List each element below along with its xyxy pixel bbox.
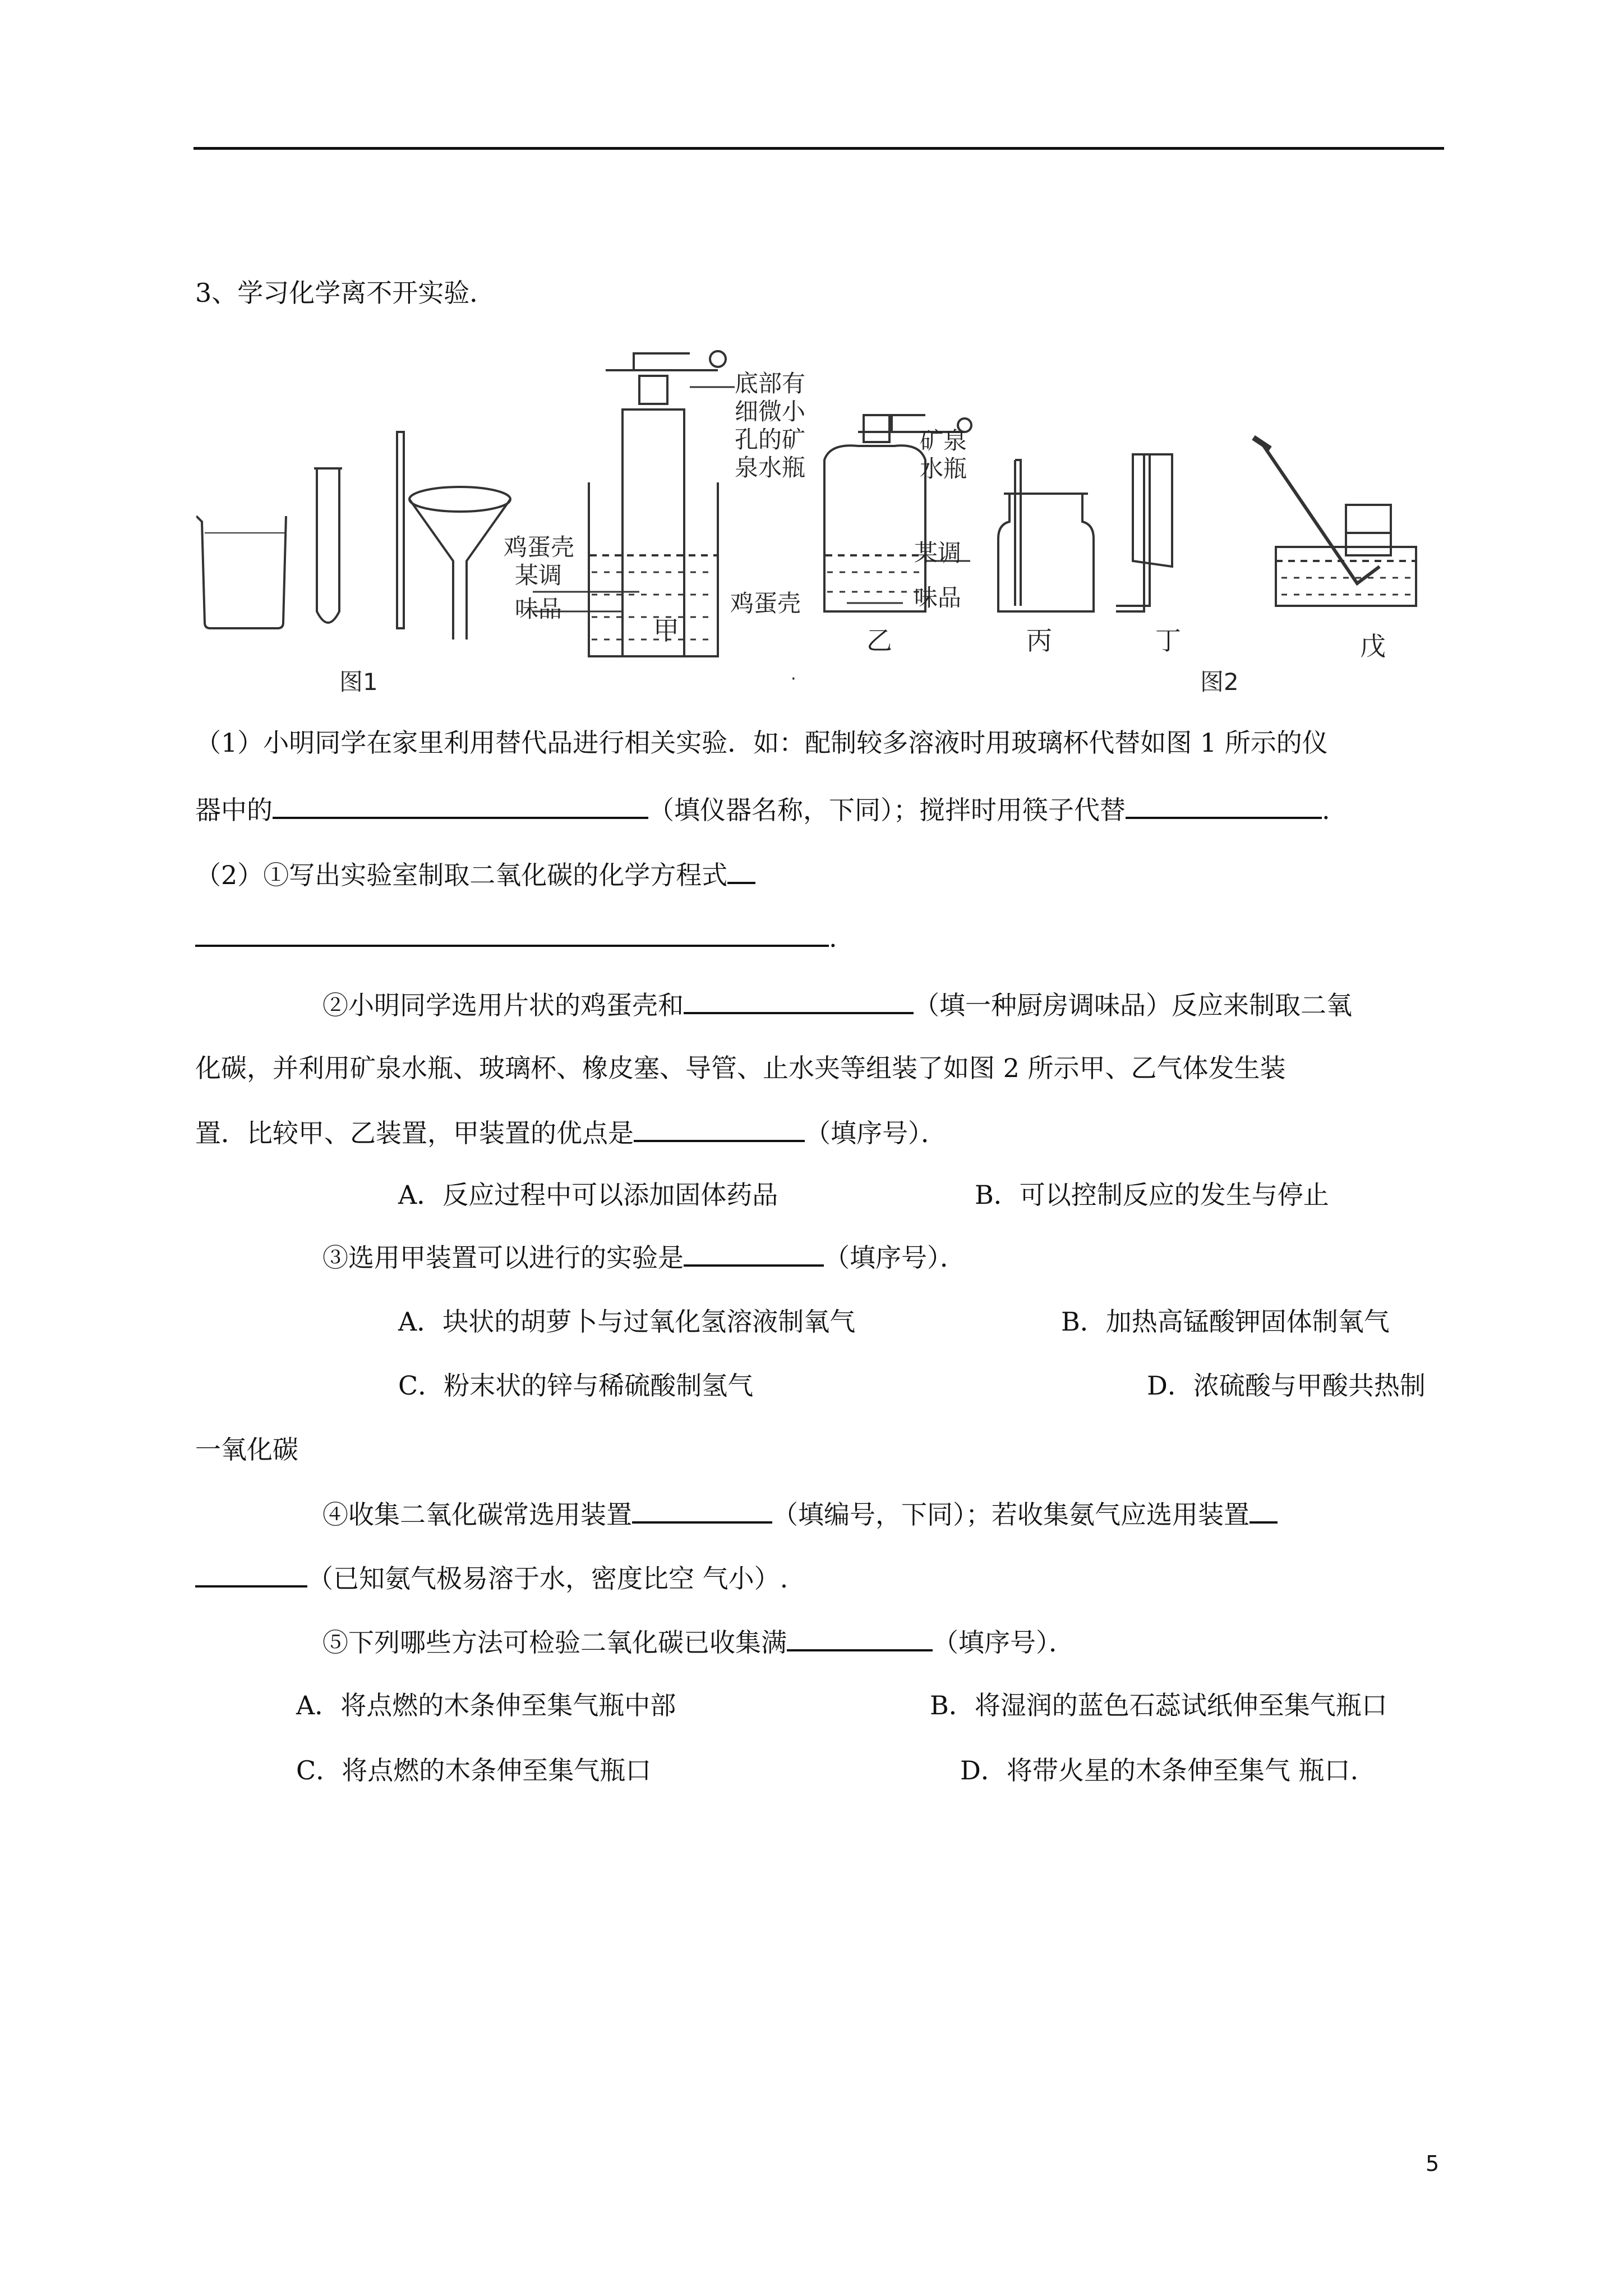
- bing-label: 丙: [1026, 625, 1052, 656]
- p5-option-a: A．将点燃的木条伸至集气瓶中部: [296, 1690, 676, 1720]
- p3-line-a: ③选用甲装置可以进行的实验是 （填序号）．: [322, 1240, 966, 1274]
- p2-line-e: 置．比较甲、乙装置，甲装置的优点是 （填序号）．: [195, 1115, 947, 1150]
- apparatus-jia: [533, 351, 735, 656]
- svg-text:细微小: 细微小: [735, 398, 806, 425]
- blank-advantage[interactable]: [634, 1115, 805, 1142]
- blank-experiment[interactable]: [684, 1240, 824, 1267]
- glass-rod-icon: [397, 432, 404, 628]
- p2-option-a: A．反应过程中可以添加固体药品: [398, 1180, 778, 1210]
- p3-option-a: A．块状的胡萝卜与过氧化氢溶液制氧气: [398, 1306, 856, 1337]
- p2-line-b: .: [195, 920, 837, 955]
- test-tube-icon: [314, 468, 342, 623]
- p3-option-d: D．浓硫酸与甲酸共热制: [1147, 1370, 1426, 1401]
- p2-option-b: B．可以控制反应的发生与停止: [975, 1180, 1329, 1210]
- svg-text:鸡蛋壳: 鸡蛋壳: [504, 533, 575, 561]
- blank-nh3-device-start[interactable]: [1249, 1497, 1278, 1524]
- svg-text:某调: 某调: [515, 562, 562, 589]
- blank-seasoning[interactable]: [684, 987, 914, 1014]
- jia-label: 甲: [653, 615, 679, 646]
- figure-dot: ·: [791, 669, 796, 689]
- p2-line-a: （2）①写出实验室制取二氧化碳的化学方程式: [195, 857, 755, 892]
- funnel-icon: [409, 487, 510, 639]
- p1-line-a: （1）小明同学在家里利用替代品进行相关实验．如：配制较多溶液时用玻璃杯代替如图 1 所示的仪: [195, 728, 1328, 758]
- fig2-caption: 图2: [1200, 668, 1239, 696]
- blank-co2-device[interactable]: [632, 1497, 772, 1524]
- beaker-icon: [196, 516, 286, 628]
- p5-option-d: D．将带火星的木条伸至集气 瓶口.: [960, 1755, 1359, 1786]
- blank-nh3-device[interactable]: [195, 1561, 307, 1588]
- svg-text:味品: 味品: [914, 584, 962, 611]
- svg-text:底部有: 底部有: [735, 370, 806, 397]
- blank-stirrer[interactable]: [1126, 792, 1322, 819]
- svg-text:孔的矿: 孔的矿: [735, 426, 806, 453]
- svg-text:味品: 味品: [515, 595, 562, 623]
- p5-line-a: ⑤下列哪些方法可检验二氧化碳已收集满 （填序号）．: [322, 1625, 1075, 1659]
- p5-option-c: C．将点燃的木条伸至集气瓶口: [296, 1755, 652, 1786]
- header-rule: [193, 147, 1444, 150]
- apparatus-ding: [1116, 454, 1172, 611]
- blank-equation[interactable]: [195, 920, 829, 947]
- p2-line-d: 化碳，并利用矿泉水瓶、玻璃杯、橡皮塞、导管、止水夹等组装了如图 2 所示甲、乙气体发生装: [195, 1053, 1286, 1083]
- blank-instrument[interactable]: [273, 792, 648, 819]
- apparatus-bing: [998, 460, 1094, 611]
- question-heading: 3、学习化学离不开实验．: [195, 278, 496, 308]
- blank-equation-start[interactable]: [727, 857, 755, 884]
- svg-text:矿泉: 矿泉: [920, 427, 967, 454]
- svg-text:泉水瓶: 泉水瓶: [735, 454, 806, 481]
- p3-option-c: C．粉末状的锌与稀硫酸制氢气: [398, 1370, 754, 1401]
- p4-line-a: ④收集二氧化碳常选用装置 （填编号，下同）；若收集氨气应选用装置: [322, 1497, 1278, 1531]
- blank-check-method[interactable]: [787, 1625, 933, 1651]
- p1-line-b: 器中的 （填仪器名称，下同）；搅拌时用筷子代替 .: [195, 792, 1330, 827]
- svg-text:某调: 某调: [914, 539, 962, 567]
- p3-option-d-cont: 一氧化碳: [195, 1434, 298, 1465]
- yi-label: 乙: [866, 625, 892, 656]
- apparatus-figure: [196, 331, 1419, 701]
- wu-label: 戊: [1360, 631, 1386, 661]
- fig1-caption: 图1: [339, 668, 378, 696]
- ding-label: 丁: [1155, 625, 1181, 656]
- p5-option-b: B．将湿润的蓝色石蕊试纸伸至集气瓶口: [930, 1690, 1387, 1720]
- p4-line-b: （已知氨气极易溶于水，密度比空 气小）.: [195, 1561, 788, 1595]
- page-number: 5: [1426, 2151, 1440, 2176]
- apparatus-wu: [1253, 438, 1416, 606]
- p3-option-b: B．加热高锰酸钾固体制氧气: [1061, 1306, 1390, 1337]
- p2-line-c: ②小明同学选用片状的鸡蛋壳和 （填一种厨房调味品）反应来制取二氧: [322, 987, 1352, 1022]
- svg-text:鸡蛋壳: 鸡蛋壳: [730, 590, 801, 617]
- svg-text:水瓶: 水瓶: [920, 455, 967, 482]
